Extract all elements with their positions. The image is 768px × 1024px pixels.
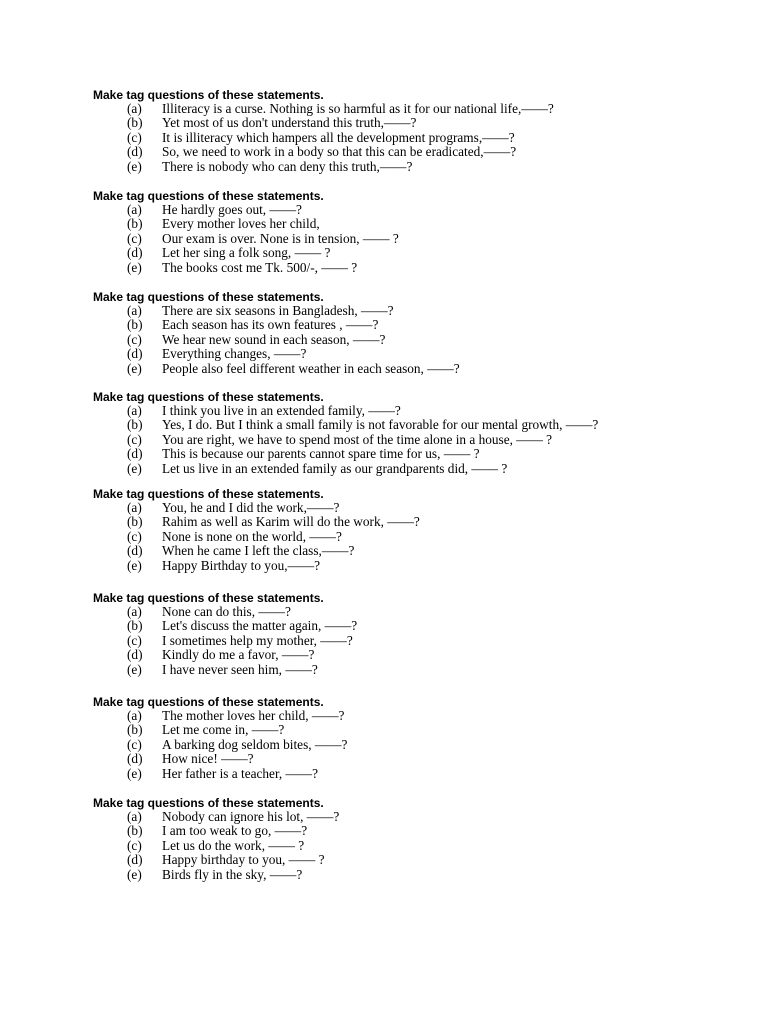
- question-item: [93, 131, 753, 145]
- item-text: Happy birthday to you, —— ?: [162, 852, 325, 868]
- item-text: None can do this, ——?: [162, 604, 291, 619]
- exercise-section: [93, 390, 753, 476]
- item-label: (c): [127, 431, 142, 447]
- question-item: [93, 318, 753, 332]
- item-text: I am too weak to go, ——?: [162, 823, 308, 839]
- question-item: [93, 648, 753, 662]
- exercise-section: [93, 88, 753, 174]
- item-label: (e): [127, 158, 142, 174]
- item-label: (b): [127, 216, 143, 232]
- item-label: (b): [127, 417, 143, 433]
- exercise-section: [93, 487, 753, 573]
- item-text: Each season has its own features , ——?: [162, 317, 379, 333]
- question-item: [93, 462, 753, 476]
- question-item: [93, 203, 753, 217]
- question-item: [93, 515, 753, 529]
- item-text: The books cost me Tk. 500/-, —— ?: [162, 259, 358, 275]
- section-heading: Make tag questions of these statements.: [93, 390, 324, 404]
- item-label: (c): [127, 736, 142, 752]
- question-item: [93, 447, 753, 461]
- exercise-section: [93, 796, 753, 882]
- question-item: [93, 433, 753, 447]
- item-text: How nice! ——?: [162, 751, 254, 767]
- item-label: (d): [127, 446, 143, 462]
- item-text: Everything changes, ——?: [162, 346, 307, 362]
- item-label: (c): [127, 129, 142, 145]
- item-text: Let us live in an extended family as our grandparents did, —— ?: [162, 460, 508, 476]
- item-text: You, he and I did the work,——?: [162, 500, 340, 515]
- question-item: [93, 752, 753, 766]
- item-text: Birds fly in the sky, ——?: [162, 866, 303, 882]
- item-text: You are right, we have to spend most of the time alone in a house, —— ?: [162, 431, 553, 447]
- question-item: [93, 246, 753, 260]
- question-item: [93, 304, 753, 318]
- exercise-section: [93, 290, 753, 376]
- question-item: [93, 530, 753, 544]
- question-item: [93, 217, 753, 231]
- item-label: (d): [127, 144, 143, 160]
- item-label: (a): [127, 500, 142, 515]
- item-text: Yes, I do. But I think a small family is not favorable for our mental growth, ——?: [162, 417, 599, 433]
- item-label: (c): [127, 331, 142, 347]
- question-item: [93, 261, 753, 275]
- question-item: [93, 767, 753, 781]
- question-item: [93, 810, 753, 824]
- item-label: (b): [127, 618, 143, 634]
- section-heading: Make tag questions of these statements.: [93, 189, 324, 203]
- item-text: I think you live in an extended family, ——?: [162, 403, 401, 418]
- item-label: (b): [127, 823, 143, 839]
- item-text: The mother loves her child, ——?: [162, 708, 345, 723]
- item-label: (d): [127, 346, 143, 362]
- item-text: So, we need to work in a body so that this can be eradicated,——?: [162, 144, 517, 160]
- item-label: (c): [127, 837, 142, 853]
- question-item: [93, 723, 753, 737]
- question-item: [93, 839, 753, 853]
- item-text: This is because our parents cannot spare time for us, —— ?: [162, 446, 480, 462]
- item-label: (c): [127, 230, 142, 246]
- item-text: Let us do the work, —— ?: [162, 837, 305, 853]
- item-text: None is none on the world, ——?: [162, 528, 342, 544]
- question-item: [93, 333, 753, 347]
- item-label: (a): [127, 403, 142, 418]
- item-label: (a): [127, 303, 142, 318]
- exercise-section: [93, 591, 753, 677]
- item-label: (e): [127, 765, 142, 781]
- item-text: Let her sing a folk song, —— ?: [162, 245, 331, 261]
- section-heading: Make tag questions of these statements.: [93, 290, 324, 304]
- item-text: Let's discuss the matter again, ——?: [162, 618, 358, 634]
- question-item: [93, 868, 753, 882]
- question-item: [93, 824, 753, 838]
- item-label: (c): [127, 528, 142, 544]
- item-text: Yet most of us don't understand this truth,——?: [162, 115, 417, 131]
- item-text: Our exam is over. None is in tension, —— ?: [162, 230, 399, 246]
- item-text: Every mother loves her child,: [162, 216, 320, 232]
- item-label: (e): [127, 460, 142, 476]
- question-item: [93, 709, 753, 723]
- question-item: [93, 232, 753, 246]
- item-label: (b): [127, 317, 143, 333]
- item-text: I have never seen him, ——?: [162, 661, 318, 677]
- question-item: [93, 160, 753, 174]
- item-text: Her father is a teacher, ——?: [162, 765, 318, 781]
- item-label: (a): [127, 101, 142, 116]
- item-text: Kindly do me a favor, ——?: [162, 647, 315, 663]
- section-heading: Make tag questions of these statements.: [93, 88, 324, 102]
- item-text: There is nobody who can deny this truth,——?: [162, 158, 413, 174]
- item-label: (e): [127, 360, 142, 376]
- item-text: It is illiteracy which hampers all the development programs,——?: [162, 129, 515, 145]
- item-text: I sometimes help my mother, ——?: [162, 632, 353, 648]
- question-item: [93, 501, 753, 515]
- section-heading: Make tag questions of these statements.: [93, 796, 324, 810]
- item-label: (d): [127, 543, 143, 559]
- section-heading: Make tag questions of these statements.: [93, 487, 324, 501]
- item-label: (e): [127, 259, 142, 275]
- item-text: Happy Birthday to you,——?: [162, 557, 321, 573]
- item-label: (d): [127, 647, 143, 663]
- item-text: Let me come in, ——?: [162, 722, 285, 738]
- question-item: [93, 347, 753, 361]
- item-text: There are six seasons in Bangladesh, ——?: [162, 303, 394, 318]
- question-item: [93, 362, 753, 376]
- question-item: [93, 145, 753, 159]
- exercise-section: [93, 695, 753, 781]
- item-label: (b): [127, 722, 143, 738]
- question-item: [93, 853, 753, 867]
- question-item: [93, 559, 753, 573]
- item-label: (b): [127, 514, 143, 530]
- question-item: [93, 102, 753, 116]
- exercise-section: [93, 189, 753, 275]
- item-label: (d): [127, 852, 143, 868]
- item-label: (d): [127, 245, 143, 261]
- item-label: (b): [127, 115, 143, 131]
- item-label: (d): [127, 751, 143, 767]
- question-item: [93, 116, 753, 130]
- item-text: Nobody can ignore his lot, ——?: [162, 809, 340, 824]
- question-item: [93, 738, 753, 752]
- item-label: (a): [127, 708, 142, 723]
- item-label: (e): [127, 661, 142, 677]
- section-heading: Make tag questions of these statements.: [93, 695, 324, 709]
- item-text: He hardly goes out, ——?: [162, 202, 302, 217]
- question-item: [93, 663, 753, 677]
- question-item: [93, 404, 753, 418]
- question-item: [93, 605, 753, 619]
- item-text: Rahim as well as Karim will do the work, ——?: [162, 514, 420, 530]
- item-text: We hear new sound in each season, ——?: [162, 331, 386, 347]
- item-label: (a): [127, 202, 142, 217]
- question-item: [93, 634, 753, 648]
- item-label: (e): [127, 557, 142, 573]
- question-item: [93, 418, 753, 432]
- item-label: (a): [127, 604, 142, 619]
- item-text: People also feel different weather in each season, ——?: [162, 360, 460, 376]
- item-text: A barking dog seldom bites, ——?: [162, 736, 348, 752]
- item-label: (c): [127, 632, 142, 648]
- section-heading: Make tag questions of these statements.: [93, 591, 324, 605]
- question-item: [93, 544, 753, 558]
- item-text: When he came I left the class,——?: [162, 543, 355, 559]
- item-label: (a): [127, 809, 142, 824]
- item-text: Illiteracy is a curse. Nothing is so harmful as it for our national life,——?: [162, 101, 554, 116]
- question-item: [93, 619, 753, 633]
- item-label: (e): [127, 866, 142, 882]
